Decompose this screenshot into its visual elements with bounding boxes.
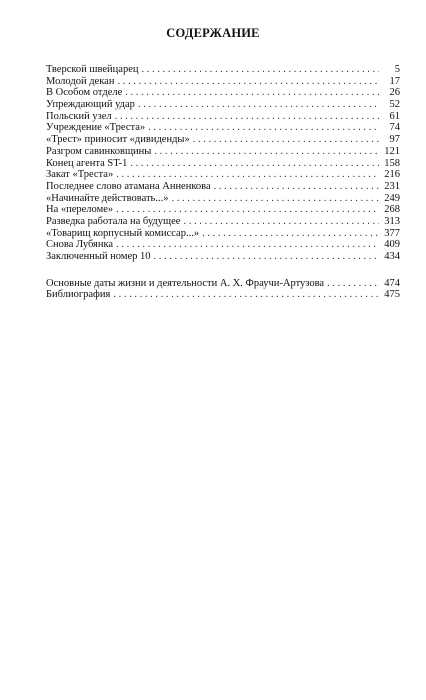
toc-entry[interactable] [46,251,400,263]
toc-entry-title: «Товарищ корпусный комиссар...» [46,227,200,239]
toc-entry[interactable] [46,76,400,88]
toc-entry-page: 216 [384,169,400,181]
toc-entry[interactable] [46,134,400,146]
toc-entry-title: Молодой декан [46,75,115,87]
toc-dot-leader [116,204,379,216]
toc-entry[interactable] [46,181,400,193]
toc-entry[interactable] [46,122,400,134]
toc-entry-title: Польский узел [46,110,112,122]
toc-entry[interactable] [46,64,400,76]
toc-entry-title: «Трест» приносит «дивиденды» [46,134,190,146]
toc-entry-page: 61 [389,110,400,122]
toc-entry[interactable] [46,278,400,290]
toc-entry-page: 52 [389,99,400,111]
toc-entry-title: В Особом отделе [46,87,123,99]
toc-dot-leader [138,99,379,111]
toc-dot-leader [116,169,379,181]
toc-entry[interactable] [46,216,400,228]
toc-entry-page: 474 [384,277,400,289]
toc-entry[interactable] [46,239,400,251]
toc-entry-title: Разгром савинковщины [46,145,152,157]
toc-entry-page: 26 [389,87,400,99]
toc-entry-title: Закат «Треста» [46,169,114,181]
toc-section-appendix [46,278,400,301]
toc-entry[interactable] [46,99,400,111]
toc-dot-leader [154,146,379,158]
toc-dot-leader [113,289,379,301]
toc-entry-page: 158 [384,157,400,169]
toc-dot-leader [116,239,379,251]
toc-entry-title: Последнее слово атамана Анненкова [46,180,211,192]
toc-dot-leader [115,111,379,123]
toc-entry-page: 475 [384,289,400,301]
toc-entry-title: Снова Лубянка [46,239,114,251]
toc-entry-title: Конец агента ST-1 [46,157,128,169]
toc-dot-leader [214,181,379,193]
toc-entry-page: 231 [384,180,400,192]
toc-dot-leader [183,216,379,228]
toc-section-chapters [46,64,400,263]
toc-entry-page: 434 [384,251,400,262]
toc-entry-page: 249 [384,192,400,204]
page-title: СОДЕРЖАНИЕ [166,26,260,40]
toc-entry-title: Заключенный номер 10 [46,251,151,262]
toc-entry[interactable] [46,204,400,216]
toc-entry-page: 97 [389,134,400,146]
toc-dot-leader [117,76,379,88]
toc-dot-leader [142,64,380,76]
toc-entry-page: 121 [384,145,400,157]
toc-entry-title: Основные даты жизни и деятельности А. Х. Фраучи-Артузова [46,277,325,289]
toc-entry-page: 377 [384,227,400,239]
toc-entry-page: 74 [389,122,400,134]
toc-entry-page: 17 [389,75,400,87]
toc-entry[interactable] [46,169,400,181]
toc-entry[interactable] [46,146,400,158]
toc-entry[interactable] [46,87,400,99]
toc-entry[interactable] [46,289,400,301]
toc-entry[interactable] [46,193,400,205]
toc-entry-title: Упреждающий удар [46,99,135,111]
toc-entry-page: 5 [394,64,400,75]
toc-entry-page: 409 [384,239,400,251]
toc-entry-title: Разведка работала на будущее [46,215,181,227]
toc-dot-leader [154,251,379,263]
toc-dot-leader [125,87,379,99]
toc-entry-title: На «переломе» [46,204,114,216]
toc-entry-page: 313 [384,215,400,227]
toc-entry-title: Учреждение «Треста» [46,122,146,134]
toc-dot-leader [202,228,379,240]
toc-entry-title: «Начинайте действовать...» [46,192,169,204]
table-of-contents [46,64,400,301]
toc-entry-title: Тверской швейцарец [46,64,139,75]
toc-entry[interactable] [46,158,400,170]
toc-entry-page: 268 [384,204,400,216]
toc-entry-title: Библиография [46,289,111,301]
toc-dot-leader [130,158,379,170]
toc-dot-leader [193,134,379,146]
toc-dot-leader [327,278,379,290]
toc-dot-leader [171,193,379,205]
toc-dot-leader [148,122,379,134]
toc-entry[interactable] [46,228,400,240]
toc-entry[interactable] [46,111,400,123]
